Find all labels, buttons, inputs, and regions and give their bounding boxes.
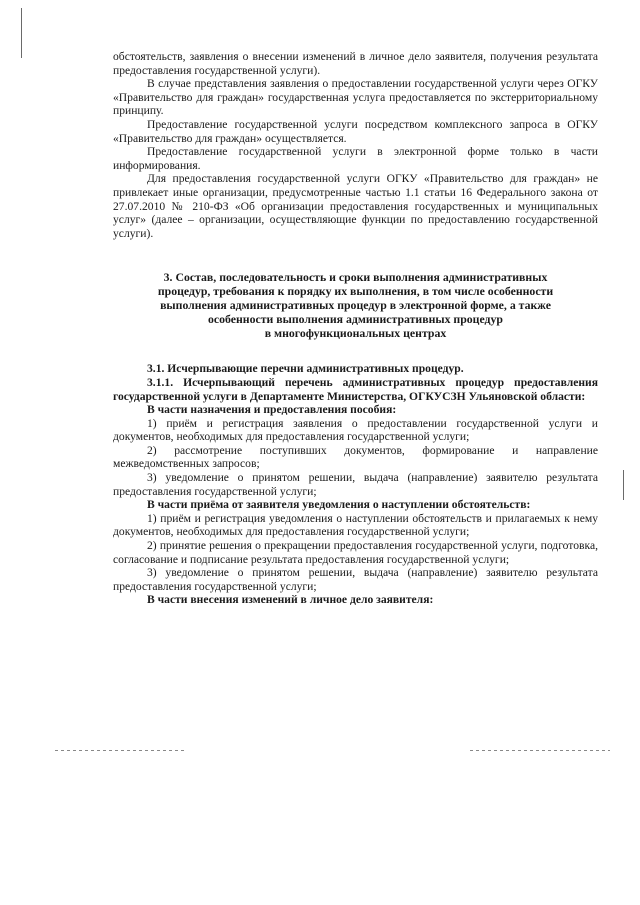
section-heading (113, 270, 598, 340)
paragraph-extraterritorial: В случае представления заявления о предоставлении государственной услуги через ОГКУ «Правительство для граждан» государственная услуга предоставляется по экстерриториальному принципу. (113, 77, 598, 118)
section-heading-line-3: выполнения административных процедур в электронной форме, а также (160, 298, 551, 313)
section-heading-line-5: в многофункциональных центрах (264, 326, 447, 341)
paragraph-continued: обстоятельств, заявления о внесении изменений в личное дело заявителя, получения результата предоставления государственной услуги). (113, 50, 598, 77)
paragraph-electronic-form: Предоставление государственной услуги в электронной форме только в части информирования. (113, 145, 598, 172)
subsection-3-1-1: 3.1.1. Исчерпывающий перечень административных процедур предоставления государственной услуги в Департаменте Министерства, ОГКУСЗН Ульяновской области: (113, 375, 598, 403)
scan-line-right (470, 750, 610, 751)
part-changes-title: В части внесения изменений в личное дело заявителя: (147, 593, 434, 607)
part-benefit-title: В части назначения и предоставления пособия: (147, 403, 397, 417)
list-item: 3) уведомление о принятом решении, выдача (направление) заявителю результата предоставления государственной услуги; (113, 471, 598, 498)
section-heading-line-2: процедур, требования к порядку их выполнения, в том числе особенности (157, 284, 554, 299)
section-heading-line-1: 3. Состав, последовательность и сроки выполнения административных (163, 270, 548, 285)
list-item: 1) приём и регистрация уведомления о наступлении обстоятельств и прилагаемых к нему документов, необходимых для предоставления государственной услуги; (113, 511, 598, 539)
document-body (113, 50, 598, 607)
list-item: 2) принятие решения о прекращении предоставления государственной услуги, подготовка, согласование и подписание результата предоставления государственной услуги; (113, 539, 598, 566)
paragraph-other-organizations: Для предоставления государственной услуги ОГКУ «Правительство для граждан» не привлекает иные организации, предусмотренные частью 1.1 статьи 16 Федерального закона от 27.07.2010 № 210-ФЗ «Об организации предоставления государственных и муниципальных услуг» (далее – организации, осуществляющие функции по предоставлению государственной услуги). (113, 172, 598, 240)
list-item: 3) уведомление о принятом решении, выдача (направление) заявителю результата предоставления государственной услуги; (113, 566, 598, 593)
list-item: 2) рассмотрение поступивших документов, формирование и направление межведомственных запросов; (113, 443, 598, 471)
scan-line-left (55, 750, 185, 751)
part-notice-title: В части приёма от заявителя уведомления о наступлении обстоятельств: (147, 498, 531, 512)
section-heading-line-4: особенности выполнения административных процедур (208, 312, 503, 327)
subsection-3-1: 3.1. Исчерпывающие перечни административных процедур. (147, 362, 464, 376)
paragraph-complex-request: Предоставление государственной услуги посредством комплексного запроса в ОГКУ «Правительство для граждан» осуществляется. (113, 117, 598, 145)
list-item: 1) приём и регистрация заявления о предоставлении государственной услуги и документов, необходимых для предоставления государственной услуги; (113, 416, 598, 444)
scan-mark-top (21, 8, 22, 58)
scan-mark-right (623, 470, 624, 500)
